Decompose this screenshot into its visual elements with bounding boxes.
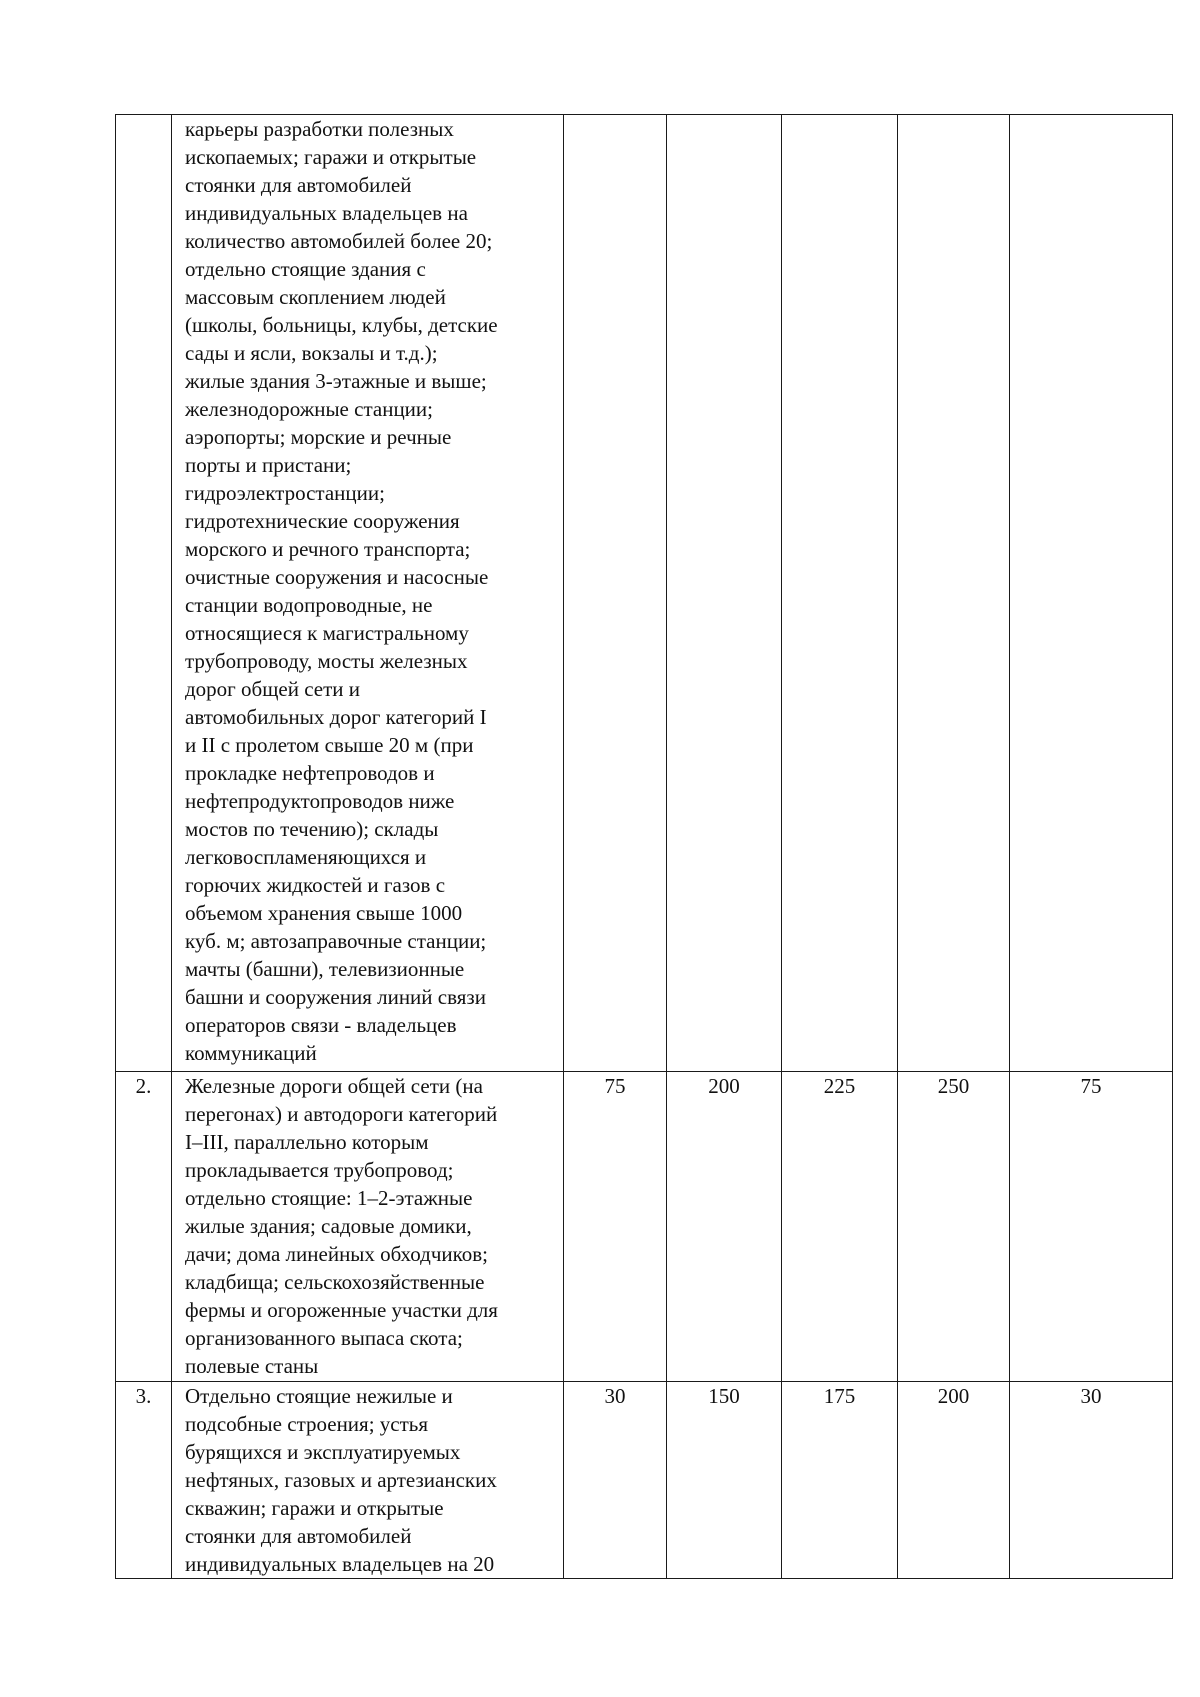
value-4: 250 [937, 1074, 970, 1098]
value-cell-2 [667, 1072, 782, 1382]
row-description: Железные дороги общей сети (на перегонах) и автодороги категорий I–III, параллельно которым прокладывается трубопровод; отдельно стоящие: 1–2-этажные жилые здания; садовые домики, дачи; дома линейных обходчиков; кладбища; сельскохозяйственные фермы и огороженные участки для организованного выпаса скота; полевые станы [185, 1074, 498, 1378]
value-cell-3 [782, 1382, 898, 1579]
value-cell-1 [564, 1382, 667, 1579]
value-cell-5 [1010, 115, 1173, 1072]
row-number: 2. [135, 1074, 152, 1098]
value-2: 150 [708, 1384, 740, 1408]
value-cell-3 [782, 115, 898, 1072]
distance-table [115, 114, 1173, 1579]
value-cell-2 [667, 1382, 782, 1579]
value-cell-5 [1010, 1072, 1173, 1382]
value-5: 30 [1080, 1384, 1102, 1408]
value-3: 175 [823, 1384, 856, 1408]
table-row [116, 1382, 1173, 1579]
table-row [116, 1072, 1173, 1382]
row-description-cell [172, 115, 564, 1072]
row-number: 3. [135, 1384, 152, 1408]
row-description-cell [172, 1072, 564, 1382]
value-cell-3 [782, 1072, 898, 1382]
value-cell-1 [564, 115, 667, 1072]
value-cell-4 [898, 1382, 1010, 1579]
row-number-cell [116, 1382, 172, 1579]
value-1: 75 [604, 1074, 626, 1098]
value-cell-4 [898, 115, 1010, 1072]
value-cell-1 [564, 1072, 667, 1382]
value-5: 75 [1080, 1074, 1102, 1098]
value-4: 200 [937, 1384, 970, 1408]
row-description-cell [172, 1382, 564, 1579]
row-description: карьеры разработки полезных ископаемых; гаражи и открытые стоянки для автомобилей индивидуальных владельцев на количество автомобилей более 20; отдельно стоящие здания с массовым скоплением людей (школы, больницы, клубы, детские сады и ясли, вокзалы и т.д.); жилые здания 3-этажные и выше; железнодорожные станции; аэропорты; морские и речные порты и пристани; гидроэлектростанции; гидротехнические сооружения морского и речного транспорта; очистные сооружения и насосные станции водопроводные, не относящиеся к магистральному трубопроводу, мосты железных дорог общей сети и автомобильных дорог категорий I и II с пролетом свыше 20 м (при прокладке нефтепроводов и нефтепродуктопроводов ниже мостов по течению); склады легковоспламеняющихся и горючих жидкостей и газов с объемом хранения свыше 1000 куб. м; автозаправочные станции; мачты (башни), телевизионные башни и сооружения линий связи операторов связи - владельцев коммуникаций [185, 117, 498, 1065]
value-2: 200 [708, 1074, 740, 1098]
row-description: Отдельно стоящие нежилые и подсобные строения; устья бурящихся и эксплуатируемых нефтяных, газовых и артезианских скважин; гаражи и открытые стоянки для автомобилей индивидуальных владельцев на 20 [185, 1384, 497, 1576]
value-cell-2 [667, 115, 782, 1072]
table-row [116, 115, 1173, 1072]
value-1: 30 [604, 1384, 626, 1408]
row-number-cell [116, 1072, 172, 1382]
value-cell-4 [898, 1072, 1010, 1382]
value-3: 225 [823, 1074, 856, 1098]
value-cell-5 [1010, 1382, 1173, 1579]
row-number-cell [116, 115, 172, 1072]
